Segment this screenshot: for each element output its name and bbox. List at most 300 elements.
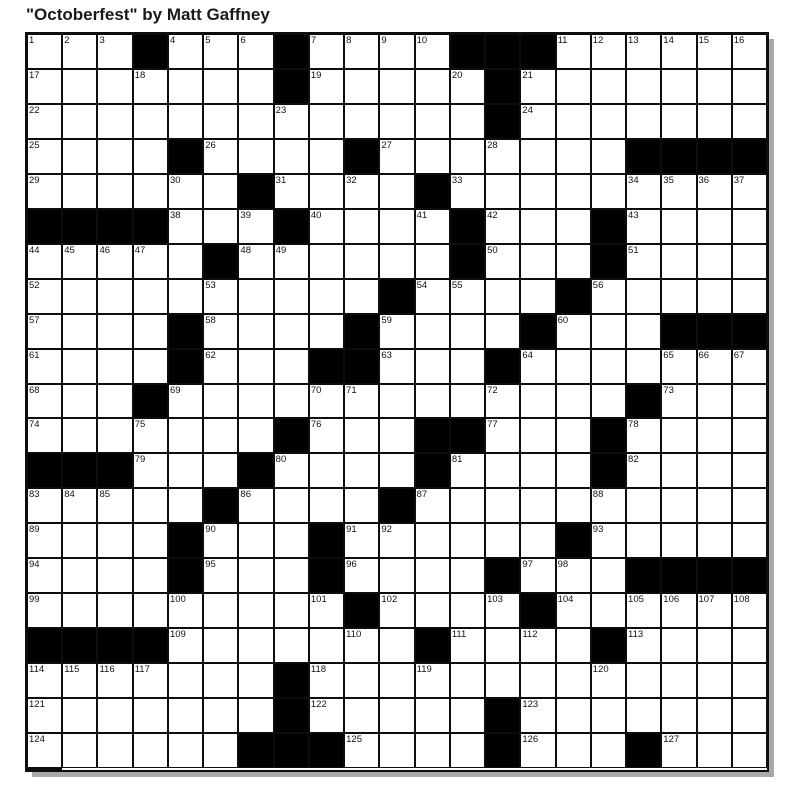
grid-cell-22[interactable]: [27, 104, 62, 139]
grid-cell-120[interactable]: [591, 663, 626, 698]
grid-cell[interactable]: [133, 279, 168, 314]
grid-cell-27[interactable]: [379, 139, 414, 174]
grid-cell[interactable]: [450, 663, 485, 698]
grid-cell[interactable]: [97, 698, 132, 733]
grid-cell[interactable]: [732, 733, 767, 768]
grid-cell-20[interactable]: [450, 69, 485, 104]
grid-cell[interactable]: [520, 244, 555, 279]
grid-cell-103[interactable]: [485, 593, 520, 628]
grid-cell-100[interactable]: [168, 593, 203, 628]
grid-cell[interactable]: [697, 209, 732, 244]
grid-cell[interactable]: [732, 418, 767, 453]
grid-cell[interactable]: [133, 698, 168, 733]
grid-cell[interactable]: [732, 209, 767, 244]
grid-cell[interactable]: [556, 628, 591, 663]
grid-cell[interactable]: [556, 349, 591, 384]
grid-cell[interactable]: [379, 733, 414, 768]
grid-cell[interactable]: [344, 104, 379, 139]
grid-cell[interactable]: [556, 698, 591, 733]
grid-cell-111[interactable]: [450, 628, 485, 663]
grid-cell-107[interactable]: [697, 593, 732, 628]
grid-cell[interactable]: [697, 488, 732, 523]
grid-cell-70[interactable]: [309, 384, 344, 419]
grid-cell[interactable]: [62, 418, 97, 453]
grid-cell[interactable]: [309, 314, 344, 349]
grid-cell-73[interactable]: [661, 384, 696, 419]
grid-cell[interactable]: [415, 733, 450, 768]
grid-cell[interactable]: [203, 418, 238, 453]
grid-cell[interactable]: [697, 453, 732, 488]
grid-cell-96[interactable]: [344, 558, 379, 593]
grid-cell[interactable]: [520, 523, 555, 558]
grid-cell[interactable]: [238, 279, 273, 314]
grid-cell[interactable]: [379, 418, 414, 453]
grid-cell-99[interactable]: [27, 593, 62, 628]
grid-cell-124[interactable]: [27, 733, 62, 768]
grid-cell[interactable]: [309, 488, 344, 523]
grid-cell[interactable]: [591, 174, 626, 209]
grid-cell[interactable]: [450, 523, 485, 558]
grid-cell[interactable]: [274, 279, 309, 314]
grid-cell[interactable]: [626, 314, 661, 349]
grid-cell-92[interactable]: [379, 523, 414, 558]
grid-cell-28[interactable]: [485, 139, 520, 174]
grid-cell[interactable]: [62, 558, 97, 593]
grid-cell-61[interactable]: [27, 349, 62, 384]
grid-cell[interactable]: [344, 663, 379, 698]
grid-cell[interactable]: [344, 698, 379, 733]
grid-cell[interactable]: [203, 593, 238, 628]
grid-cell[interactable]: [168, 663, 203, 698]
grid-cell[interactable]: [344, 69, 379, 104]
grid-cell[interactable]: [661, 209, 696, 244]
grid-cell-62[interactable]: [203, 349, 238, 384]
grid-cell[interactable]: [238, 628, 273, 663]
grid-cell-98[interactable]: [556, 558, 591, 593]
grid-cell[interactable]: [62, 104, 97, 139]
grid-cell[interactable]: [62, 698, 97, 733]
grid-cell-97[interactable]: [520, 558, 555, 593]
grid-cell-113[interactable]: [626, 628, 661, 663]
grid-cell[interactable]: [238, 418, 273, 453]
grid-cell-47[interactable]: [133, 244, 168, 279]
grid-cell[interactable]: [556, 384, 591, 419]
grid-cell-87[interactable]: [415, 488, 450, 523]
grid-cell[interactable]: [661, 244, 696, 279]
grid-cell-117[interactable]: [133, 663, 168, 698]
grid-cell-57[interactable]: [27, 314, 62, 349]
grid-cell-3[interactable]: [97, 34, 132, 69]
grid-cell-33[interactable]: [450, 174, 485, 209]
grid-cell[interactable]: [309, 453, 344, 488]
grid-cell[interactable]: [97, 733, 132, 768]
grid-cell[interactable]: [661, 523, 696, 558]
grid-cell[interactable]: [62, 733, 97, 768]
grid-cell[interactable]: [238, 698, 273, 733]
grid-cell[interactable]: [732, 523, 767, 558]
grid-cell[interactable]: [309, 628, 344, 663]
grid-cell[interactable]: [203, 628, 238, 663]
grid-cell-43[interactable]: [626, 209, 661, 244]
grid-cell-9[interactable]: [379, 34, 414, 69]
grid-cell-39[interactable]: [238, 209, 273, 244]
grid-cell[interactable]: [732, 628, 767, 663]
grid-cell[interactable]: [274, 488, 309, 523]
grid-cell[interactable]: [450, 698, 485, 733]
grid-cell-2[interactable]: [62, 34, 97, 69]
grid-cell[interactable]: [415, 698, 450, 733]
grid-cell[interactable]: [379, 698, 414, 733]
grid-cell[interactable]: [203, 104, 238, 139]
grid-cell[interactable]: [697, 279, 732, 314]
grid-cell[interactable]: [591, 349, 626, 384]
grid-cell[interactable]: [450, 593, 485, 628]
grid-cell[interactable]: [274, 384, 309, 419]
grid-cell[interactable]: [133, 139, 168, 174]
grid-cell-104[interactable]: [556, 593, 591, 628]
grid-cell[interactable]: [203, 69, 238, 104]
grid-cell[interactable]: [415, 244, 450, 279]
grid-cell[interactable]: [450, 384, 485, 419]
grid-cell[interactable]: [450, 349, 485, 384]
grid-cell[interactable]: [168, 244, 203, 279]
grid-cell[interactable]: [309, 244, 344, 279]
grid-cell[interactable]: [379, 209, 414, 244]
grid-cell-64[interactable]: [520, 349, 555, 384]
grid-cell[interactable]: [238, 104, 273, 139]
grid-cell[interactable]: [133, 523, 168, 558]
grid-cell[interactable]: [415, 523, 450, 558]
grid-cell[interactable]: [62, 69, 97, 104]
grid-cell[interactable]: [626, 69, 661, 104]
grid-cell[interactable]: [133, 314, 168, 349]
grid-cell-7[interactable]: [309, 34, 344, 69]
grid-cell[interactable]: [344, 418, 379, 453]
grid-cell[interactable]: [133, 104, 168, 139]
grid-cell[interactable]: [626, 523, 661, 558]
grid-cell[interactable]: [591, 69, 626, 104]
grid-cell-40[interactable]: [309, 209, 344, 244]
grid-cell[interactable]: [97, 593, 132, 628]
grid-cell[interactable]: [238, 384, 273, 419]
grid-cell[interactable]: [27, 768, 62, 770]
grid-cell[interactable]: [415, 139, 450, 174]
grid-cell-52[interactable]: [27, 279, 62, 314]
grid-cell-54[interactable]: [415, 279, 450, 314]
grid-cell[interactable]: [661, 279, 696, 314]
grid-cell-14[interactable]: [661, 34, 696, 69]
grid-cell[interactable]: [450, 139, 485, 174]
grid-cell[interactable]: [450, 558, 485, 593]
grid-cell[interactable]: [133, 488, 168, 523]
grid-cell[interactable]: [591, 104, 626, 139]
grid-cell-116[interactable]: [97, 663, 132, 698]
grid-cell-112[interactable]: [520, 628, 555, 663]
grid-cell[interactable]: [203, 453, 238, 488]
grid-cell-21[interactable]: [520, 69, 555, 104]
grid-cell-31[interactable]: [274, 174, 309, 209]
grid-cell[interactable]: [485, 488, 520, 523]
grid-cell-1[interactable]: [27, 34, 62, 69]
grid-cell[interactable]: [238, 663, 273, 698]
grid-cell-44[interactable]: [27, 244, 62, 279]
grid-cell[interactable]: [732, 698, 767, 733]
grid-cell[interactable]: [450, 488, 485, 523]
grid-cell[interactable]: [556, 453, 591, 488]
grid-cell-78[interactable]: [626, 418, 661, 453]
grid-cell[interactable]: [168, 69, 203, 104]
grid-cell-121[interactable]: [27, 698, 62, 733]
grid-cell[interactable]: [274, 593, 309, 628]
grid-cell[interactable]: [450, 104, 485, 139]
grid-cell[interactable]: [379, 558, 414, 593]
grid-cell[interactable]: [168, 453, 203, 488]
grid-cell[interactable]: [97, 523, 132, 558]
grid-cell-13[interactable]: [626, 34, 661, 69]
grid-cell[interactable]: [450, 314, 485, 349]
grid-cell[interactable]: [697, 628, 732, 663]
grid-cell[interactable]: [168, 104, 203, 139]
grid-cell[interactable]: [697, 733, 732, 768]
grid-cell[interactable]: [203, 733, 238, 768]
grid-cell[interactable]: [309, 279, 344, 314]
grid-cell[interactable]: [97, 104, 132, 139]
grid-cell[interactable]: [203, 209, 238, 244]
grid-cell-42[interactable]: [485, 209, 520, 244]
grid-cell[interactable]: [661, 418, 696, 453]
grid-cell-46[interactable]: [97, 244, 132, 279]
grid-cell[interactable]: [379, 628, 414, 663]
grid-cell-74[interactable]: [27, 418, 62, 453]
grid-cell[interactable]: [520, 453, 555, 488]
grid-cell-26[interactable]: [203, 139, 238, 174]
grid-cell-76[interactable]: [309, 418, 344, 453]
grid-cell[interactable]: [626, 698, 661, 733]
grid-cell-17[interactable]: [27, 69, 62, 104]
grid-cell-123[interactable]: [520, 698, 555, 733]
grid-cell[interactable]: [556, 418, 591, 453]
grid-cell-29[interactable]: [27, 174, 62, 209]
grid-cell[interactable]: [309, 139, 344, 174]
grid-cell[interactable]: [661, 69, 696, 104]
grid-cell[interactable]: [732, 279, 767, 314]
grid-cell[interactable]: [556, 244, 591, 279]
grid-cell-71[interactable]: [344, 384, 379, 419]
grid-cell[interactable]: [697, 698, 732, 733]
grid-cell[interactable]: [626, 488, 661, 523]
grid-cell[interactable]: [62, 174, 97, 209]
grid-cell[interactable]: [697, 244, 732, 279]
grid-cell[interactable]: [344, 488, 379, 523]
grid-cell[interactable]: [344, 209, 379, 244]
grid-cell-58[interactable]: [203, 314, 238, 349]
grid-cell[interactable]: [133, 174, 168, 209]
grid-cell[interactable]: [133, 349, 168, 384]
grid-cell[interactable]: [379, 104, 414, 139]
grid-cell-38[interactable]: [168, 209, 203, 244]
grid-cell-125[interactable]: [344, 733, 379, 768]
grid-cell-75[interactable]: [133, 418, 168, 453]
grid-cell[interactable]: [97, 279, 132, 314]
grid-cell[interactable]: [626, 279, 661, 314]
grid-cell-50[interactable]: [485, 244, 520, 279]
grid-cell[interactable]: [485, 174, 520, 209]
grid-cell[interactable]: [556, 174, 591, 209]
grid-cell[interactable]: [661, 663, 696, 698]
grid-cell-55[interactable]: [450, 279, 485, 314]
grid-cell-66[interactable]: [697, 349, 732, 384]
grid-cell[interactable]: [379, 384, 414, 419]
grid-cell[interactable]: [238, 139, 273, 174]
grid-cell-114[interactable]: [27, 663, 62, 698]
grid-cell[interactable]: [697, 523, 732, 558]
grid-cell[interactable]: [133, 733, 168, 768]
grid-cell-90[interactable]: [203, 523, 238, 558]
grid-cell[interactable]: [732, 384, 767, 419]
grid-cell-88[interactable]: [591, 488, 626, 523]
grid-cell[interactable]: [697, 69, 732, 104]
grid-cell[interactable]: [556, 104, 591, 139]
grid-cell[interactable]: [732, 488, 767, 523]
grid-cell[interactable]: [97, 558, 132, 593]
grid-cell-37[interactable]: [732, 174, 767, 209]
grid-cell[interactable]: [168, 279, 203, 314]
grid-cell[interactable]: [238, 593, 273, 628]
grid-cell[interactable]: [62, 314, 97, 349]
grid-cell[interactable]: [591, 314, 626, 349]
grid-cell[interactable]: [661, 453, 696, 488]
grid-cell-67[interactable]: [732, 349, 767, 384]
grid-cell[interactable]: [379, 453, 414, 488]
grid-cell[interactable]: [379, 69, 414, 104]
grid-cell[interactable]: [62, 523, 97, 558]
grid-cell[interactable]: [591, 558, 626, 593]
grid-cell-19[interactable]: [309, 69, 344, 104]
grid-cell[interactable]: [62, 349, 97, 384]
grid-cell-80[interactable]: [274, 453, 309, 488]
grid-cell[interactable]: [732, 244, 767, 279]
grid-cell[interactable]: [732, 663, 767, 698]
grid-cell[interactable]: [133, 593, 168, 628]
grid-cell-32[interactable]: [344, 174, 379, 209]
grid-cell[interactable]: [732, 453, 767, 488]
grid-cell[interactable]: [97, 384, 132, 419]
grid-cell[interactable]: [379, 663, 414, 698]
grid-cell[interactable]: [732, 69, 767, 104]
grid-cell-59[interactable]: [379, 314, 414, 349]
grid-cell[interactable]: [520, 418, 555, 453]
grid-cell[interactable]: [520, 384, 555, 419]
grid-cell-127[interactable]: [661, 733, 696, 768]
grid-cell-69[interactable]: [168, 384, 203, 419]
grid-cell[interactable]: [661, 104, 696, 139]
grid-cell[interactable]: [274, 139, 309, 174]
grid-cell[interactable]: [238, 558, 273, 593]
grid-cell[interactable]: [591, 593, 626, 628]
grid-cell[interactable]: [168, 733, 203, 768]
grid-cell[interactable]: [274, 558, 309, 593]
grid-cell[interactable]: [62, 384, 97, 419]
grid-cell[interactable]: [415, 104, 450, 139]
grid-cell-15[interactable]: [697, 34, 732, 69]
grid-cell-11[interactable]: [556, 34, 591, 69]
grid-cell-5[interactable]: [203, 34, 238, 69]
grid-cell-91[interactable]: [344, 523, 379, 558]
grid-cell[interactable]: [556, 139, 591, 174]
grid-cell[interactable]: [697, 418, 732, 453]
grid-cell-51[interactable]: [626, 244, 661, 279]
grid-cell[interactable]: [415, 593, 450, 628]
grid-cell-115[interactable]: [62, 663, 97, 698]
grid-cell[interactable]: [274, 523, 309, 558]
grid-cell[interactable]: [556, 69, 591, 104]
grid-cell-109[interactable]: [168, 628, 203, 663]
grid-cell[interactable]: [415, 558, 450, 593]
grid-cell[interactable]: [520, 174, 555, 209]
grid-cell[interactable]: [97, 418, 132, 453]
grid-cell[interactable]: [97, 314, 132, 349]
grid-cell[interactable]: [379, 244, 414, 279]
grid-cell[interactable]: [591, 139, 626, 174]
grid-cell-89[interactable]: [27, 523, 62, 558]
grid-cell-60[interactable]: [556, 314, 591, 349]
grid-cell-94[interactable]: [27, 558, 62, 593]
grid-cell[interactable]: [591, 384, 626, 419]
grid-cell[interactable]: [238, 314, 273, 349]
grid-cell-41[interactable]: [415, 209, 450, 244]
grid-cell-34[interactable]: [626, 174, 661, 209]
grid-cell-16[interactable]: [732, 34, 767, 69]
grid-cell-93[interactable]: [591, 523, 626, 558]
grid-cell[interactable]: [485, 523, 520, 558]
grid-cell[interactable]: [591, 698, 626, 733]
grid-cell[interactable]: [556, 733, 591, 768]
grid-cell-25[interactable]: [27, 139, 62, 174]
grid-cell-23[interactable]: [274, 104, 309, 139]
grid-cell[interactable]: [485, 453, 520, 488]
grid-cell[interactable]: [520, 488, 555, 523]
grid-cell[interactable]: [697, 663, 732, 698]
grid-cell[interactable]: [238, 523, 273, 558]
grid-cell[interactable]: [203, 174, 238, 209]
grid-cell[interactable]: [415, 349, 450, 384]
grid-cell[interactable]: [661, 488, 696, 523]
grid-cell[interactable]: [274, 628, 309, 663]
grid-cell[interactable]: [415, 69, 450, 104]
grid-cell-63[interactable]: [379, 349, 414, 384]
grid-cell[interactable]: [238, 349, 273, 384]
grid-cell[interactable]: [168, 488, 203, 523]
grid-cell[interactable]: [97, 174, 132, 209]
grid-cell-118[interactable]: [309, 663, 344, 698]
grid-cell[interactable]: [309, 174, 344, 209]
grid-cell-6[interactable]: [238, 34, 273, 69]
grid-cell-8[interactable]: [344, 34, 379, 69]
grid-cell[interactable]: [520, 279, 555, 314]
grid-cell[interactable]: [97, 139, 132, 174]
grid-cell-53[interactable]: [203, 279, 238, 314]
grid-cell-24[interactable]: [520, 104, 555, 139]
grid-cell-95[interactable]: [203, 558, 238, 593]
grid-cell[interactable]: [238, 69, 273, 104]
grid-cell-49[interactable]: [274, 244, 309, 279]
grid-cell[interactable]: [133, 558, 168, 593]
grid-cell-48[interactable]: [238, 244, 273, 279]
grid-cell[interactable]: [626, 663, 661, 698]
grid-cell[interactable]: [62, 279, 97, 314]
grid-cell-108[interactable]: [732, 593, 767, 628]
grid-cell[interactable]: [485, 314, 520, 349]
